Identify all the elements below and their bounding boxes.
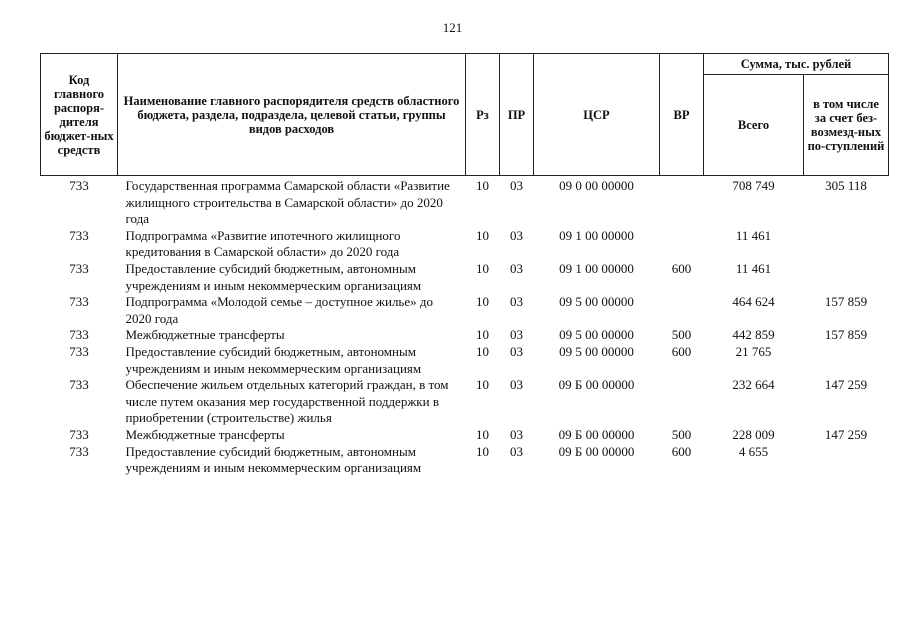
row-total: 708 749 xyxy=(732,178,775,193)
header-code: Код главного распоря-дителя бюджет-ных средств xyxy=(41,54,118,176)
table-row xyxy=(41,377,889,427)
row-total: 11 461 xyxy=(735,260,772,276)
budget-table xyxy=(40,53,889,477)
row-incl xyxy=(804,344,889,377)
header-total: Всего xyxy=(704,75,804,176)
row-incl: 147 259 xyxy=(824,426,868,442)
row-pr: 03 xyxy=(510,426,523,442)
row-pr: 03 xyxy=(510,443,523,459)
row-total: 21 765 xyxy=(735,343,772,359)
row-pr: 03 xyxy=(510,227,523,243)
row-code: 733 xyxy=(69,327,89,343)
row-total: 464 624 xyxy=(732,294,775,310)
row-csr: 09 Б 00 00000 xyxy=(558,443,635,459)
table-row xyxy=(41,327,889,344)
header-vr: ВР xyxy=(660,54,704,176)
table-row xyxy=(41,176,889,228)
row-incl: 147 259 xyxy=(824,377,868,393)
row-incl xyxy=(804,444,889,477)
row-name: Предоставление субсидий бюджетным, автономным учреждениям и иным некоммерческим организациям xyxy=(125,443,422,476)
row-rz: 10 xyxy=(476,443,489,459)
row-total: 232 664 xyxy=(732,377,775,393)
row-code: 733 xyxy=(69,260,89,276)
row-incl xyxy=(804,261,889,294)
row-rz: 10 xyxy=(476,178,489,193)
table-row xyxy=(41,444,889,477)
row-rz: 10 xyxy=(476,343,489,359)
row-vr xyxy=(660,176,704,228)
table-row xyxy=(41,427,889,444)
row-code: 733 xyxy=(69,178,89,193)
row-vr: 500 xyxy=(671,426,692,442)
row-code: 733 xyxy=(69,443,89,459)
row-code: 733 xyxy=(69,377,89,393)
row-vr: 600 xyxy=(671,343,692,359)
row-code: 733 xyxy=(69,343,89,359)
row-vr xyxy=(660,294,704,327)
row-rz: 10 xyxy=(476,294,489,310)
row-incl xyxy=(804,228,889,261)
row-total: 4 655 xyxy=(738,443,769,459)
header-incl: в том числе за счет без-возмезд-ных по-ступлений xyxy=(804,75,889,176)
row-incl: 157 859 xyxy=(824,294,868,310)
row-csr: 09 5 00 00000 xyxy=(559,294,634,310)
header-name: Наименование главного распорядителя средств областного бюджета, раздела, подраздела, целевой статьи, группы видов расходов xyxy=(118,54,466,176)
row-code: 733 xyxy=(69,294,89,310)
row-pr: 03 xyxy=(510,294,523,310)
row-rz: 10 xyxy=(476,377,489,393)
row-vr: 600 xyxy=(671,260,692,276)
table-body xyxy=(41,176,889,477)
row-pr: 03 xyxy=(510,377,523,393)
row-name: Межбюджетные трансферты xyxy=(125,327,285,343)
row-incl: 157 859 xyxy=(824,327,868,343)
row-rz: 10 xyxy=(476,426,489,442)
row-total: 11 461 xyxy=(735,227,772,243)
row-csr: 09 Б 00 00000 xyxy=(558,426,635,442)
row-vr xyxy=(660,377,704,427)
table-row xyxy=(41,228,889,261)
table-row xyxy=(41,261,889,294)
table-row xyxy=(41,294,889,327)
row-csr: 09 5 00 00000 xyxy=(559,327,634,343)
row-total: 442 859 xyxy=(732,327,775,343)
header-sum: Сумма, тыс. рублей xyxy=(704,54,889,75)
row-csr: 09 Б 00 00000 xyxy=(558,377,635,393)
row-csr: 09 0 00 00000 xyxy=(559,178,634,193)
row-vr xyxy=(660,228,704,261)
row-name: Обеспечение жильем отдельных категорий граждан, в том числе путем оказания мер государственной поддержки в приобретении (строительстве) жилья xyxy=(125,377,449,426)
row-name: Государственная программа Самарской области «Развитие жилищного строительства в Самарской области» до 2020 года xyxy=(125,178,450,227)
row-name: Предоставление субсидий бюджетным, автономным учреждениям и иным некоммерческим организациям xyxy=(125,343,422,376)
row-vr: 600 xyxy=(671,443,692,459)
header-pr: ПР xyxy=(500,54,534,176)
row-csr: 09 1 00 00000 xyxy=(559,260,634,276)
row-rz: 10 xyxy=(476,227,489,243)
row-code: 733 xyxy=(69,426,89,442)
row-csr: 09 5 00 00000 xyxy=(559,343,634,359)
row-vr: 500 xyxy=(671,327,692,343)
row-name: Межбюджетные трансферты xyxy=(125,426,285,442)
row-pr: 03 xyxy=(510,343,523,359)
row-total: 228 009 xyxy=(732,426,775,442)
row-pr: 03 xyxy=(510,178,523,193)
row-pr: 03 xyxy=(510,327,523,343)
header-csr: ЦСР xyxy=(534,54,660,176)
row-rz: 10 xyxy=(476,327,489,343)
row-name: Подпрограмма «Молодой семье – доступное жилье» до 2020 года xyxy=(125,294,433,326)
row-rz: 10 xyxy=(476,260,489,276)
header-rz: Рз xyxy=(466,54,500,176)
table-header xyxy=(41,54,889,176)
row-csr: 09 1 00 00000 xyxy=(559,227,634,243)
row-pr: 03 xyxy=(510,260,523,276)
row-name: Подпрограмма «Развитие ипотечного жилищного кредитования в Самарской области» до 2020 года xyxy=(125,227,401,260)
page-number: 121 xyxy=(442,20,463,35)
table-row xyxy=(41,344,889,377)
row-code: 733 xyxy=(69,227,89,243)
row-name: Предоставление субсидий бюджетным, автономным учреждениям и иным некоммерческим организациям xyxy=(125,260,422,293)
row-incl: 305 118 xyxy=(825,178,867,193)
